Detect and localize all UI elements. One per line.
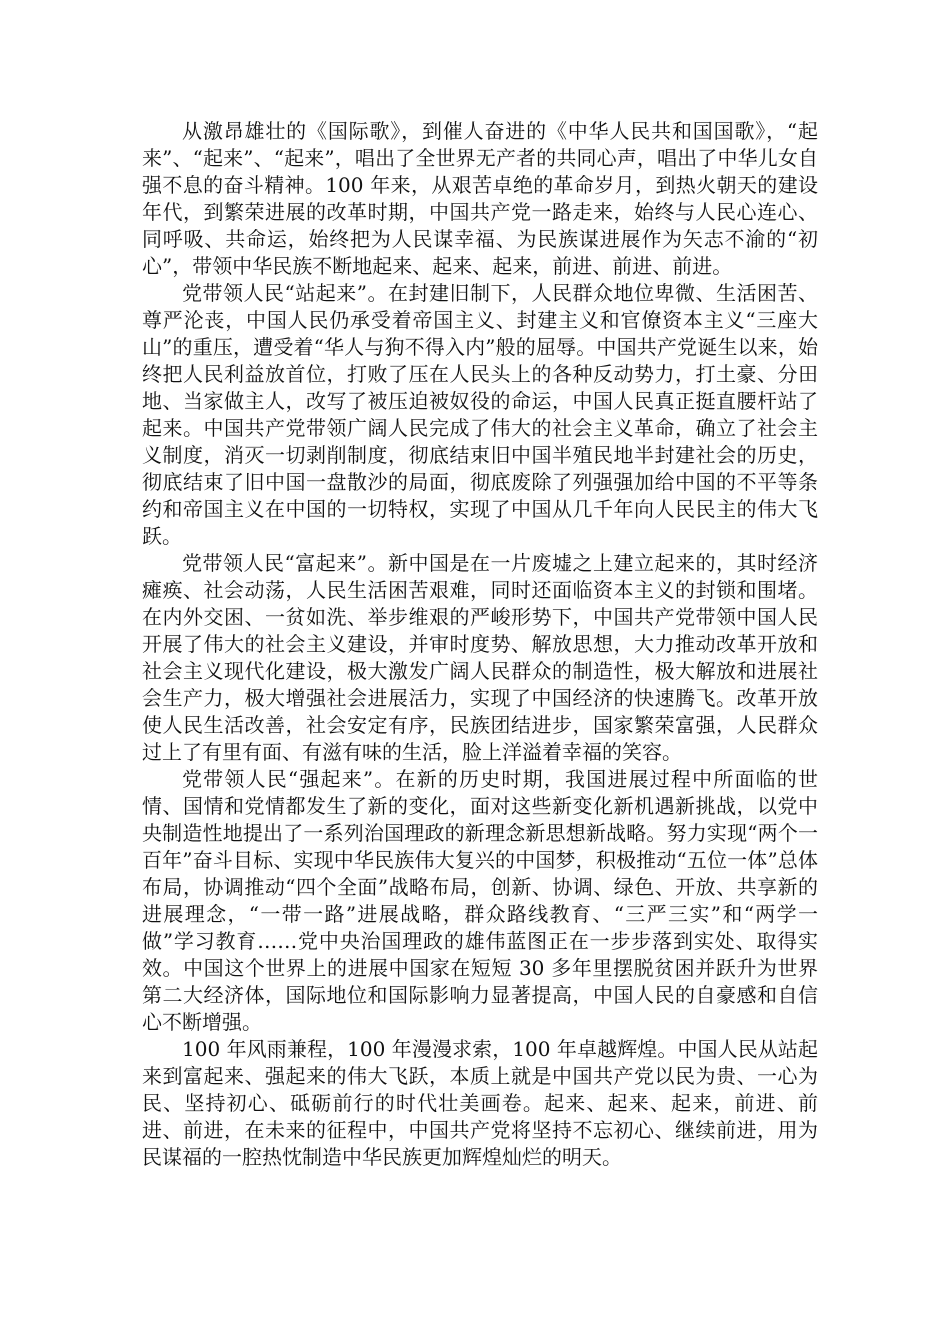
paragraph-stand-up: 党带领人民“站起来”。在封建旧制下，人民群众地位卑微、生活困苦、尊严沦丧，中国人民仍承受着帝国主义、封建主义和官僚资本主义“三座大山”的重压，遭受着“华人与狗不得入内”般的屈辱。中国共产党诞生以来，始终把人民利益放首位，打败了压在人民头上的各种反动势力，打土豪、分田地、当家做主人，改写了被压迫被奴役的命运，中国人民真正挺直腰杆站了起来。中国共产党带领广阔人民完成了伟大的社会主义革命，确立了社会主义制度，消灭一切剥削制度，彻底结束旧中国半殖民地半封建社会的历史，彻底结束了旧中国一盘散沙的局面，彻底废除了列强强加给中国的不平等条约和帝国主义在中国的一切特权，实现了中国从几千年向人民民主的伟大飞跃。 — [142, 281, 818, 548]
paragraph-get-rich: 党带领人民“富起来”。新中国是在一片废墟之上建立起来的，其时经济瘫痪、社会动荡，人民生活困苦艰难，同时还面临资本主义的封锁和围堵。在内外交困、一贫如洗、举步维艰的严峻形势下，中国共产党带领中国人民开展了伟大的社会主义建设，并审时度势、解放思想，大力推动改革开放和社会主义现代化建设，极大激发广阔人民群众的制造性，极大解放和进展社会生产力，极大增强社会进展活力，实现了中国经济的快速腾飞。改革开放使人民生活改善，社会安定有序，民族团结进步，国家繁荣富强，人民群众过上了有里有面、有滋有味的生活，脸上洋溢着幸福的笑容。 — [142, 551, 818, 764]
paragraph-conclusion: 100 年风雨兼程，100 年漫漫求索，100 年卓越辉煌。中国人民从站起来到富起来、强起来的伟大飞跃，本质上就是中国共产党以民为贵、一心为民、坚持初心、砥砺前行的时代壮美画卷。起来、起来、起来，前进、前进、前进，在未来的征程中，中国共产党将坚持不忘初心、继续前进，用为民谋福的一腔热忱制造中华民族更加辉煌灿烂的明天。 — [142, 1037, 818, 1169]
document-body — [142, 118, 818, 1171]
paragraph-intro: 从激昂雄壮的《国际歌》，到催人奋进的《中华人民共和国国歌》，“起来”、“起来”、“起来”，唱出了全世界无产者的共同心声，唱出了中华儿女自强不息的奋斗精神。100 年来，从艰苦卓绝的革命岁月，到热火朝天的建设年代，到繁荣进展的改革时期，中国共产党一路走来，始终与人民心连心、同呼吸、共命运，始终把为人民谋幸福、为民族谋进展作为矢志不渝的“初心”，带领中华民族不断地起来、起来、起来，前进、前进、前进。 — [142, 119, 818, 278]
paragraph-become-strong: 党带领人民“强起来”。在新的历史时期，我国进展过程中所面临的世情、国情和党情都发生了新的变化，面对这些新变化新机遇新挑战，以党中央制造性地提出了一系列治国理政的新理念新思想新战略。努力实现“两个一百年”奋斗目标、实现中华民族伟大复兴的中国梦，积极推动“五位一体”总体布局，协调推动“四个全面”战略布局，创新、协调、绿色、开放、共享新的进展理念，“一带一路”进展战略，群众路线教育、“三严三实”和“两学一做”学习教育……党中央治国理政的雄伟蓝图正在一步步落到实处、取得实效。中国这个世界上的进展中国家在短短 30 多年里摆脱贫困并跃升为世界第二大经济体，国际地位和国际影响力显著提高，中国人民的自豪感和自信心不断增强。 — [142, 767, 818, 1034]
